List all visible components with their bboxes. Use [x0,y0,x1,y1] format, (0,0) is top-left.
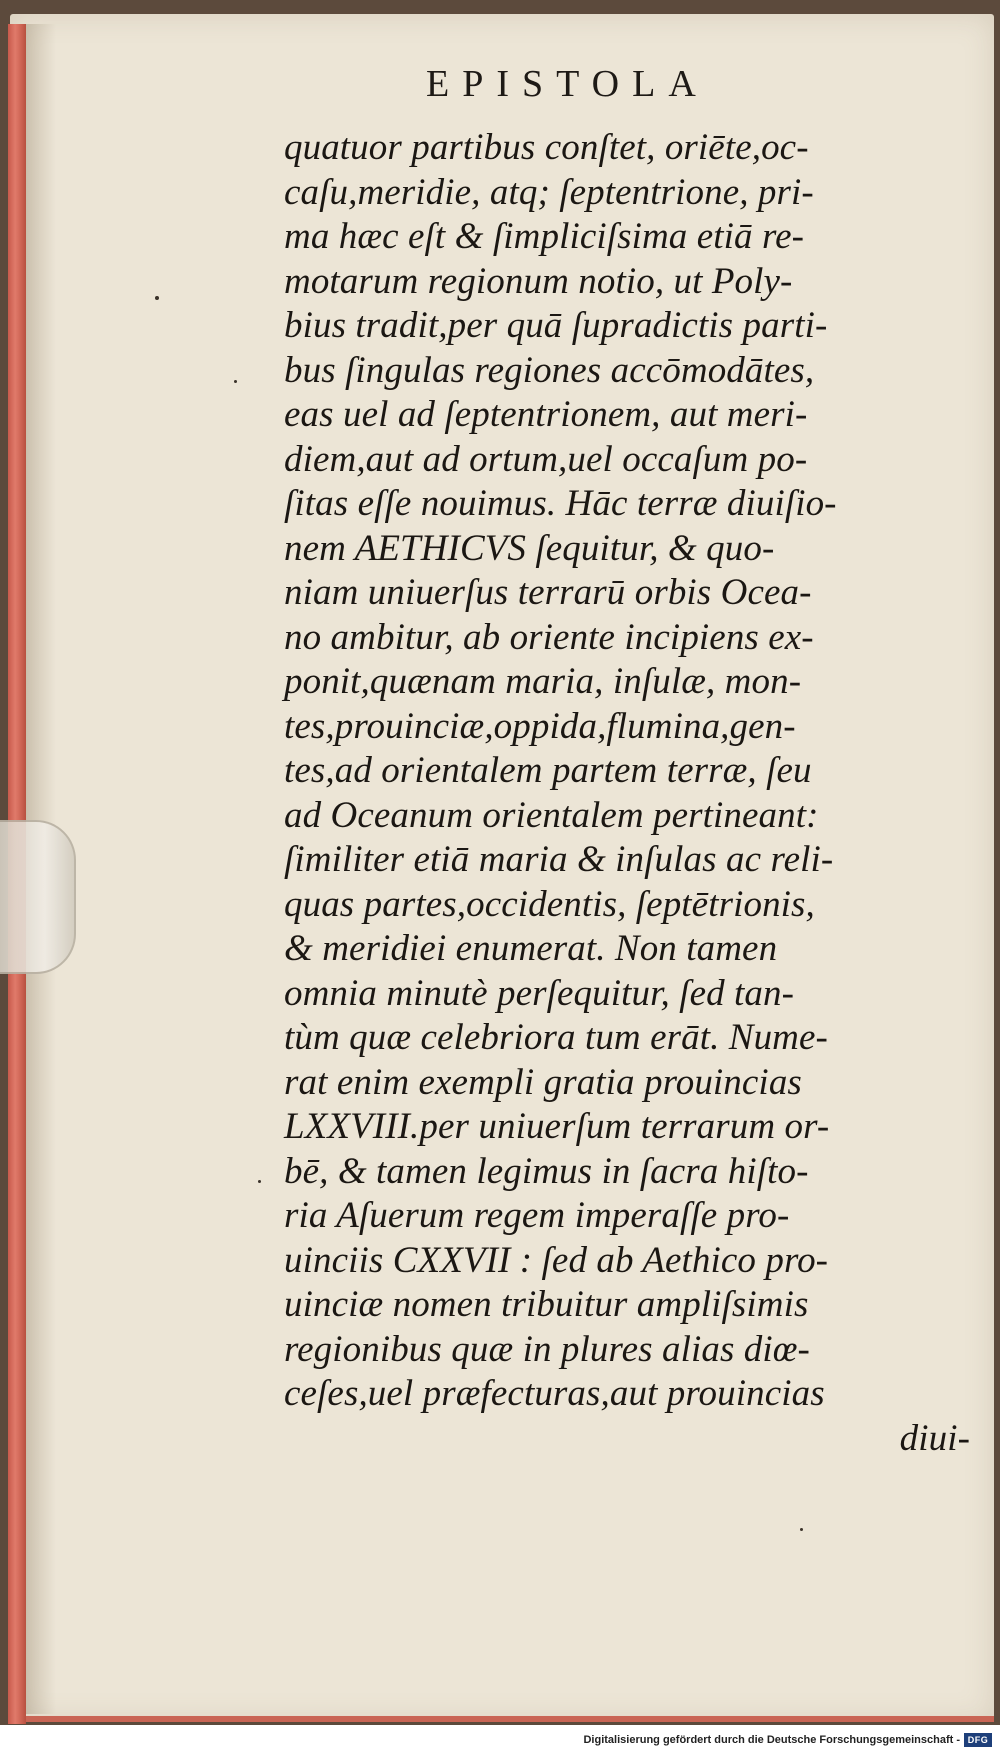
text-line: bius tradit,per quā ſupradictis parti- [284,305,828,346]
text-line: uinciæ nomen tribuitur ampliſsimis [284,1284,809,1325]
dfg-logo: DFG [964,1733,992,1747]
footer-bar [0,1725,1000,1756]
text-line: ceſes,uel præfecturas,aut prouincias [284,1373,825,1414]
text-line: ria Aſuerum regem imperaſſe pro- [284,1195,790,1236]
text-line: no ambitur, ab oriente incipiens ex- [284,616,814,658]
text-line: quatuor partibus conſtet, oriēte,oc- [284,127,809,168]
text-line: tes,ad orientalem partem terræ, ſeu [284,750,812,791]
page-clip [0,820,76,974]
body-text [284,126,984,1461]
text-line: nem AETHICVS ſequitur, & quo- [284,527,775,569]
text-line: diem,aut ad ortum,uel occaſum po- [284,438,808,480]
text-line: uinciis CXXVII : ſed ab Aethico pro- [284,1239,829,1281]
text-line: LXXVIII.per uniuerſum terrarum or- [284,1106,830,1147]
text-line: omnia minutè perſequitur, ſed tan- [284,972,795,1014]
text-line: ponit,quænam maria, inſulæ, mon- [284,661,802,702]
text-line: caſu,meridie, atq; ſeptentrione, pri- [284,171,814,213]
text-line: bus ſingulas regiones accōmodātes, [284,349,815,391]
text-line: quas partes,occidentis, ſeptētrionis, [284,883,815,925]
ink-speck [258,1180,261,1183]
text-line: ad Oceanum orientalem pertineant: [284,794,819,836]
text-line: tùm quæ celebriora tum erāt. Nume- [284,1017,828,1058]
text-line: rat enim exempli gratia prouincias [284,1061,802,1103]
text-line: niam uniuerſus terrarū orbis Ocea- [284,572,812,613]
text-line: ſitas eſſe nouimus. Hāc terræ diuiſio- [284,483,837,524]
text-line: tes,prouinciæ,oppida,flumina,gen- [284,705,796,747]
text-line: regionibus quæ in plures alias diœ- [284,1328,810,1370]
text-line: & meridiei enumerat. Non tamen [284,928,778,969]
catchword: diui- [899,1417,970,1459]
text-line: ma hæc eſt & ſimpliciſsima etiā re- [284,216,805,257]
text-line: eas uel ad ſeptentrionem, aut meri- [284,394,808,435]
text-line: bē, & tamen legimus in ſacra hiſto- [284,1150,809,1192]
running-head: EPISTOLA [426,63,709,105]
red-page-edge-bottom [26,1716,994,1722]
ink-speck [234,380,237,383]
ink-speck [800,1528,803,1531]
text-line: motarum regionum notio, ut Poly- [284,260,793,302]
funding-credit: Digitalisierung gefördert durch die Deutsche Forschungsgemeinschaft - [583,1734,960,1746]
text-line: ſimiliter etiā maria & inſulas ac reli- [284,839,834,880]
ink-speck [155,296,159,300]
